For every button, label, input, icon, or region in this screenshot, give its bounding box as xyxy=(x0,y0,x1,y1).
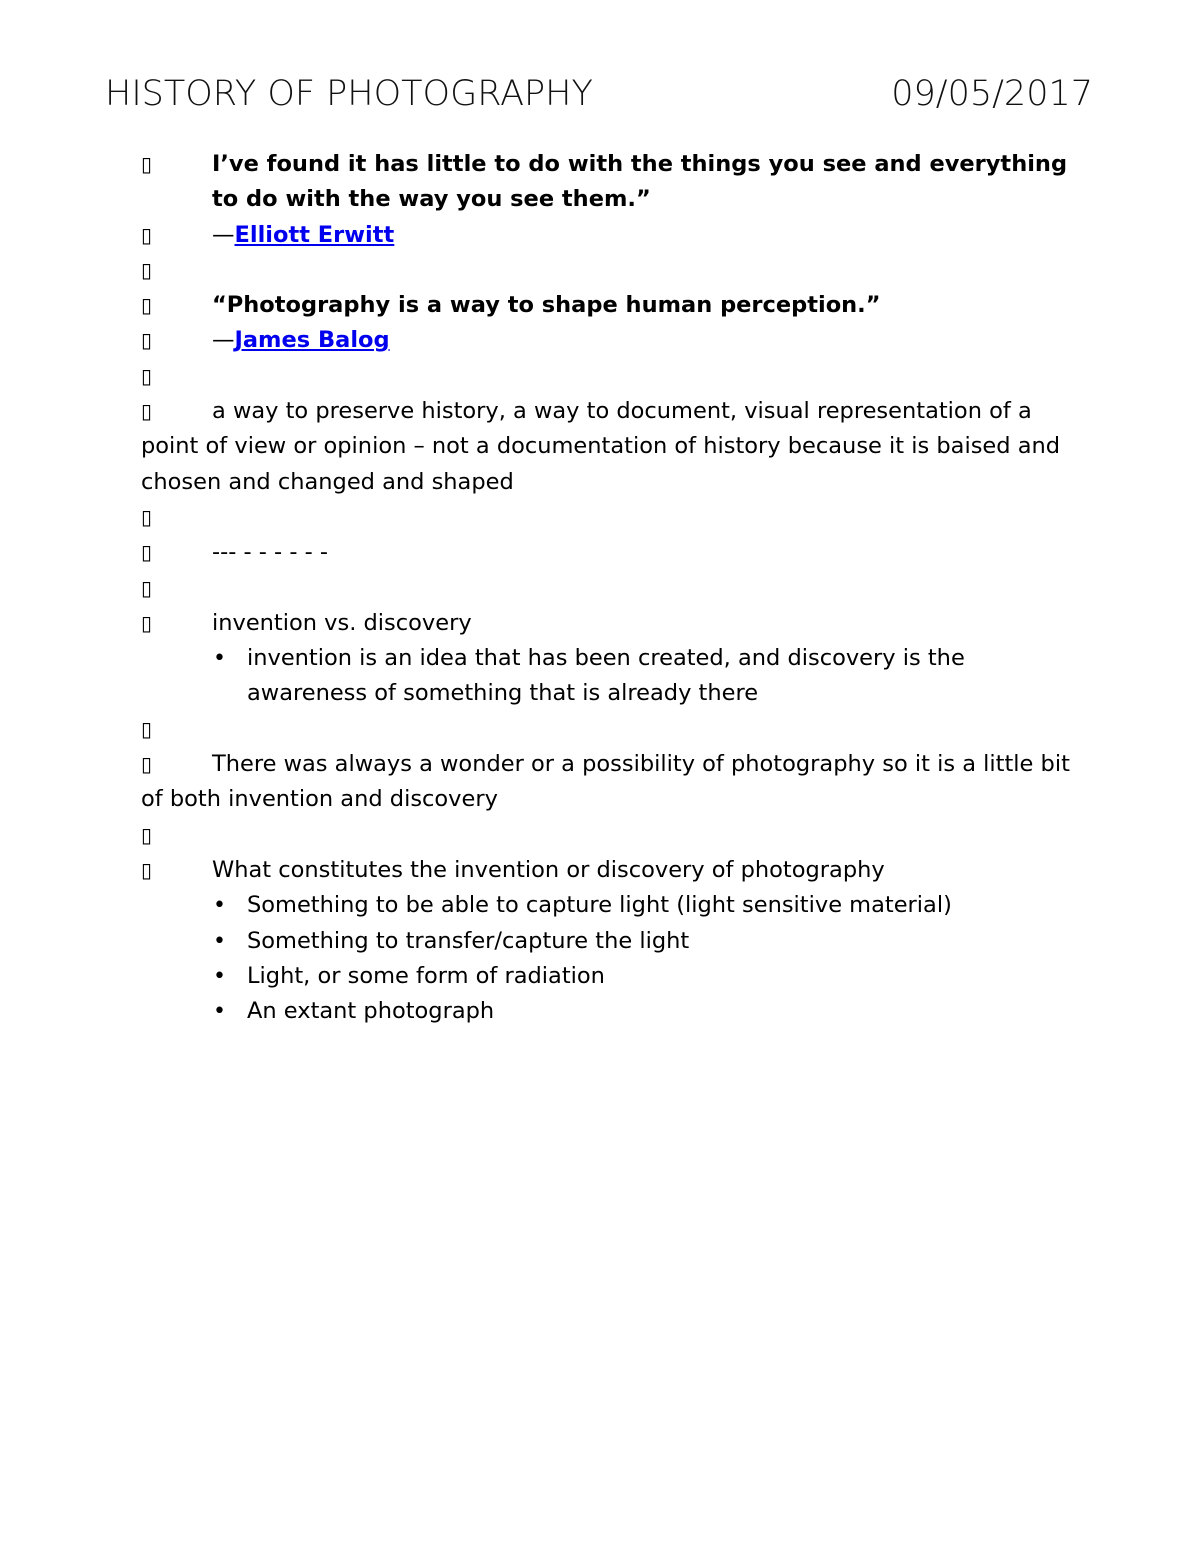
bullet-symbol-icon: ▯ xyxy=(141,575,153,600)
constitutes-heading-text: What constitutes the invention or discovery of photography xyxy=(212,856,885,883)
dashes-text: --- - - - - - - xyxy=(212,539,328,566)
empty-line xyxy=(141,818,1071,853)
quote-2-dash: — xyxy=(212,327,235,354)
bullet-symbol-icon: ▯ xyxy=(141,257,153,282)
bullet-dot-icon: • xyxy=(213,999,226,1025)
bullet-symbol-icon: ▯ xyxy=(141,610,153,635)
dashes-line xyxy=(141,535,1071,570)
document-title: HISTORY OF PHOTOGRAPHY xyxy=(105,74,593,114)
bullet-symbol-icon: ▯ xyxy=(141,716,153,741)
bullet-symbol-icon: ▯ xyxy=(141,152,153,176)
constitutes-heading xyxy=(141,853,1071,888)
wonder-text: There was always a wonder or a possibility of photography so it is a little bit of both invention and discovery xyxy=(141,751,1070,813)
bullet-symbol-icon: ▯ xyxy=(141,822,153,847)
quote-1-attribution xyxy=(141,218,1071,253)
definition-paragraph xyxy=(141,394,1071,500)
invention-heading-text: invention vs. discovery xyxy=(212,609,472,636)
list-item xyxy=(213,888,1071,923)
bullet-dot-icon: • xyxy=(213,963,226,989)
definition-text: a way to preserve history, a way to document, visual representation of a point of view or opinion – not a documentation of history because it is baised and chosen and changed and shaped xyxy=(141,398,1061,495)
quote-1-text xyxy=(141,147,1071,218)
empty-line xyxy=(141,571,1071,606)
wonder-paragraph xyxy=(141,747,1071,818)
bullet-symbol-icon: ▯ xyxy=(141,293,153,318)
list-item-text: An extant photograph xyxy=(247,998,495,1025)
list-item xyxy=(213,994,1071,1029)
bullet-symbol-icon: ▯ xyxy=(141,857,153,882)
document-header xyxy=(105,70,1093,118)
bullet-symbol-icon: ▯ xyxy=(141,504,153,529)
list-item-text: invention is an idea that has been created, and discovery is the awareness of something that is already there xyxy=(247,645,965,707)
empty-line xyxy=(141,253,1071,288)
quote-2-author-link[interactable]: James Balog xyxy=(234,327,390,354)
bullet-symbol-icon: ▯ xyxy=(141,363,153,388)
list-item xyxy=(213,924,1071,959)
empty-line xyxy=(141,500,1071,535)
list-item-text: Something to transfer/capture the light xyxy=(247,927,690,954)
bullet-dot-icon: • xyxy=(213,928,226,954)
empty-line xyxy=(141,359,1071,394)
quote-2-text xyxy=(141,288,1071,323)
invention-bullet-list xyxy=(141,641,1071,712)
bullet-symbol-icon: ▯ xyxy=(141,752,153,777)
bullet-dot-icon: • xyxy=(213,646,226,672)
quote-1-dash: — xyxy=(212,221,235,248)
bullet-symbol-icon: ▯ xyxy=(141,399,153,424)
quote-2-body: “Photography is a way to shape human perception.” xyxy=(212,292,881,319)
list-item xyxy=(213,641,1071,712)
document-date: 09/05/2017 xyxy=(891,74,1093,114)
list-item-text: Light, or some form of radiation xyxy=(247,962,605,989)
bullet-symbol-icon: ▯ xyxy=(141,540,153,565)
document-body xyxy=(141,147,1071,1029)
constitutes-bullet-list xyxy=(141,888,1071,1029)
quote-1-body: I’ve found it has little to do with the things you see and everything to do with the way you see them.” xyxy=(212,151,1068,213)
quote-1-author-link[interactable]: Elliott Erwitt xyxy=(234,221,395,248)
quote-2-attribution xyxy=(141,323,1071,358)
invention-heading xyxy=(141,606,1071,641)
bullet-symbol-icon: ▯ xyxy=(141,328,153,353)
list-item xyxy=(213,959,1071,994)
bullet-symbol-icon: ▯ xyxy=(141,222,153,247)
list-item-text: Something to be able to capture light (light sensitive material) xyxy=(247,892,952,919)
empty-line xyxy=(141,712,1071,747)
bullet-dot-icon: • xyxy=(213,893,226,919)
